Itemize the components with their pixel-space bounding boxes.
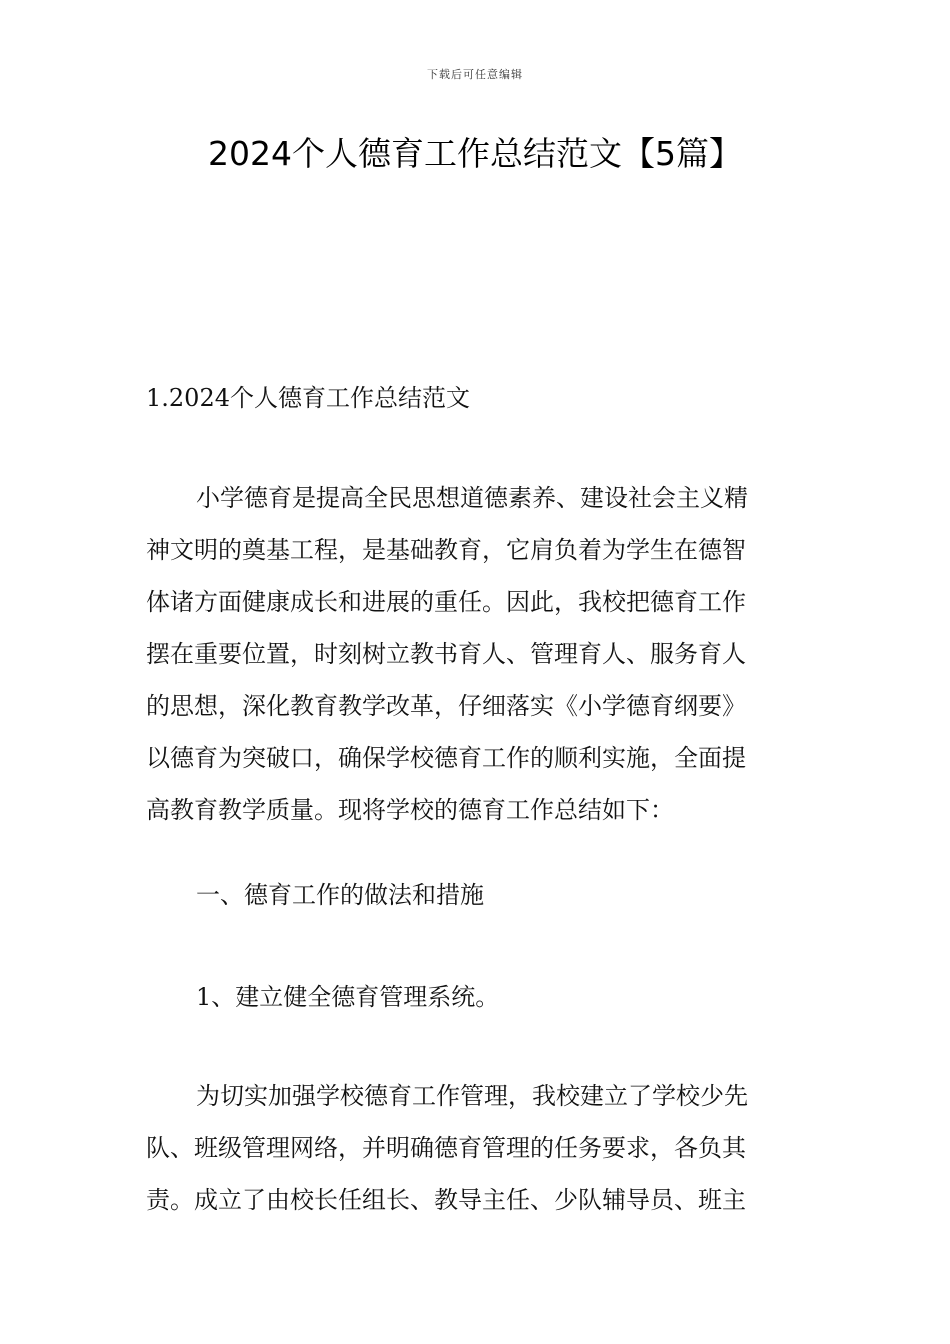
subheading-system: 1、建立健全德育管理系统。: [196, 983, 500, 1011]
paragraph-line: 高教育教学质量。现将学校的德育工作总结如下：: [146, 796, 674, 824]
paragraph-line: 小学德育是提高全民思想道德素养、建设社会主义精: [196, 484, 748, 512]
paragraph-line: 摆在重要位置，时刻树立教书育人、管理育人、服务育人: [146, 640, 746, 668]
paragraph-line: 神文明的奠基工程，是基础教育，它肩负着为学生在德智: [146, 536, 746, 564]
paragraph-line: 队、班级管理网络，并明确德育管理的任务要求，各负其: [146, 1134, 746, 1162]
subheading-measures: 一、德育工作的做法和措施: [196, 881, 484, 909]
section-heading: 1.2024个人德育工作总结范文: [146, 384, 470, 412]
watermark-text: 下载后可任意编辑: [427, 68, 523, 81]
body-paragraph-2: [146, 1070, 806, 1226]
body-paragraph-1: [146, 472, 806, 836]
paragraph-line: 为切实加强学校德育工作管理，我校建立了学校少先: [196, 1082, 748, 1110]
paragraph-line: 体诸方面健康成长和进展的重任。因此，我校把德育工作: [146, 588, 746, 616]
paragraph-line: 以德育为突破口，确保学校德育工作的顺利实施，全面提: [146, 744, 746, 772]
document-title: 2024个人德育工作总结范文【5篇】: [208, 134, 742, 173]
paragraph-line: 责。成立了由校长任组长、教导主任、少队辅导员、班主: [146, 1186, 746, 1214]
paragraph-line: 的思想，深化教育教学改革，仔细落实《小学德育纲要》: [146, 692, 746, 720]
